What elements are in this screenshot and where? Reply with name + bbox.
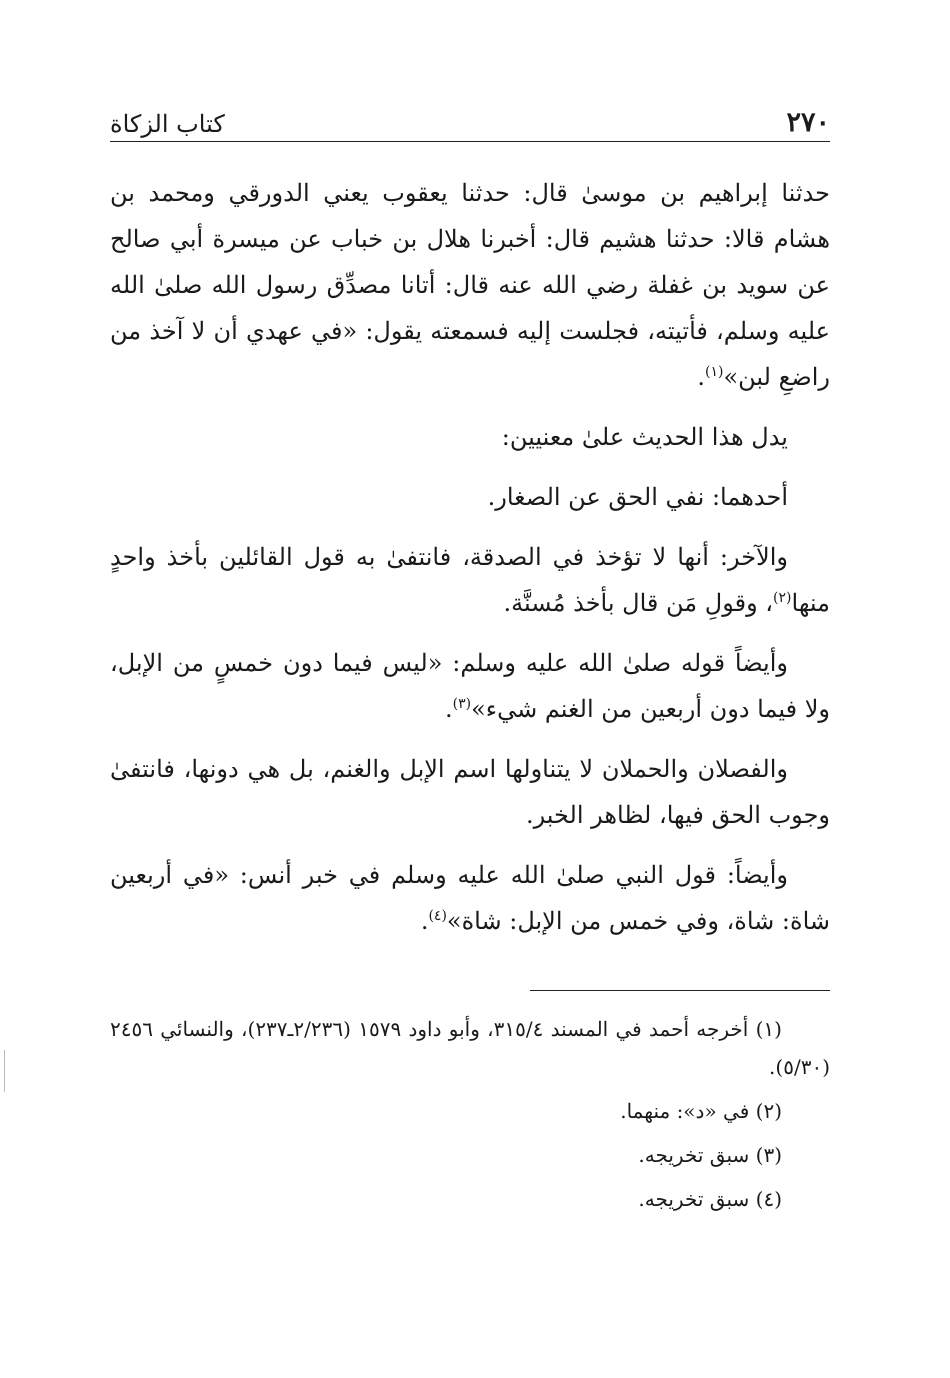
paragraph-anas-report (110, 852, 830, 944)
paragraph-second-meaning (110, 534, 830, 626)
footnote-1: (١) أخرجه أحمد في المسند ٣١٥/٤، وأبو داود ١٥٧٩ (٢/٢٣٦ـ٢٣٧)، والنسائي ٢٤٥٦ (٥/٣٠). (110, 1017, 830, 1079)
paragraph-text: والآخر: أنها لا تؤخذ في الصدقة، فانتفىٰ به قول القائلين بأخذ واحدٍ منها (110, 543, 830, 617)
paragraph-text: حدثنا إبراهيم بن موسىٰ قال: حدثنا يعقوب يعني الدورقي ومحمد بن هشام قالا: حدثنا هشيم قال: أخبرنا هلال بن خباب عن ميسرة أبي صالح عن سويد بن غفلة رضي الله عنه قال: أتانا مصدِّق رسول الله صلىٰ الله عليه وسلم، فأتيته، فجلست إليه فسمعته يقول: «في عهدي أن لا آخذ من راضعِ لبن» (110, 179, 830, 391)
book-title: كتاب الزكاة (110, 110, 225, 138)
paragraph-meanings-intro (110, 414, 830, 460)
paragraph-text: وأيضاً: قول النبي صلىٰ الله عليه وسلم في خبر أنس: «في أربعين شاة: شاة، وفي خمس من الإبل: شاة» (110, 861, 830, 935)
paragraph-text: وأيضاً قوله صلىٰ الله عليه وسلم: «ليس فيما دون خمسٍ من الإبل، ولا فيما دون أربعين من الغنم شيء» (110, 649, 830, 723)
main-text (110, 170, 830, 958)
footnote-ref: (٤) (428, 908, 447, 924)
footnote-ref: (١) (704, 364, 724, 380)
running-header (110, 92, 830, 136)
footnote-4: (٤) سبق تخريجه. (638, 1187, 782, 1211)
footnote-separator (530, 990, 830, 991)
footnote-ref: (٣) (452, 696, 472, 712)
footnotes (110, 1010, 830, 1224)
punctuation: . (445, 695, 453, 723)
punctuation: . (697, 363, 705, 391)
paragraph-text: أحدهما: نفي الحق عن الصغار. (487, 483, 788, 511)
paragraph-text: يدل هذا الحديث علىٰ معنيين: (501, 423, 788, 451)
page-number: ٢٧٠ (786, 107, 830, 138)
paragraph-camels-sheep (110, 640, 830, 732)
paragraph-first-meaning (110, 474, 830, 520)
paragraph-text: ، وقولِ مَن قال بأخذ مُسنَّة. (503, 589, 774, 617)
paragraph-young-animals (110, 746, 830, 838)
footnote-2: (٢) في «د»: منهما. (620, 1099, 782, 1123)
header-rule (110, 141, 830, 142)
footnote-3: (٣) سبق تخريجه. (638, 1143, 782, 1167)
footnote-ref: (٢) (773, 590, 792, 606)
paragraph-hadith-isnad (110, 170, 830, 400)
punctuation: . (420, 907, 429, 935)
scan-margin-mark (4, 1050, 5, 1092)
paragraph-text: والفصلان والحملان لا يتناولها اسم الإبل والغنم، بل هي دونها، فانتفىٰ وجوب الحق فيها، لظاهر الخبر. (110, 755, 830, 829)
